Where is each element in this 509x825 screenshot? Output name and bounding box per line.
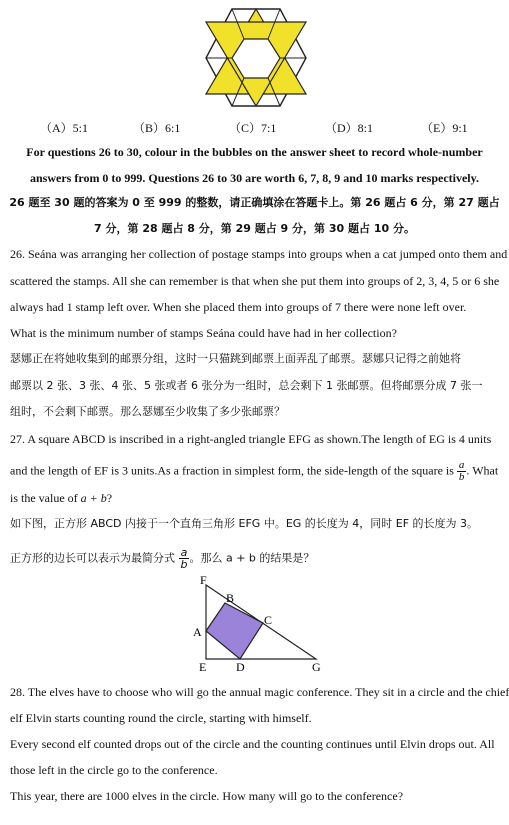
q27-en-line2-end: . What: [466, 463, 499, 478]
q28-line4: those left in the circle go to the conference.: [10, 763, 218, 777]
triangle-square-figure: [192, 573, 332, 673]
q28-line3: Every second elf counted drops out of the circle and the counting continues until Elvin drops out. All: [10, 737, 495, 751]
q27-cn-line2-end: 。那么 a + b 的结果是？: [189, 551, 315, 565]
q26-en-line1: 26. Seána was arranging her collection of postage stamps into groups when a cat jumped onto them and: [10, 247, 508, 261]
instructions-en-line1: For questions 26 to 30, colour in the bubbles on the answer sheet to record whole-number: [26, 145, 483, 159]
q27-expression: a + b: [80, 491, 107, 505]
option-e: （E）9:1: [421, 121, 468, 135]
label-e: E: [199, 660, 207, 673]
label-a: A: [193, 625, 202, 639]
option-a: （A）5:1: [40, 121, 89, 135]
q26-en-line3: always had 1 stamp left over. When she placed them into groups of 7 there were none left over.: [10, 300, 467, 314]
q27-cn-frac-den: b: [180, 558, 188, 571]
q27-frac-num: a: [458, 459, 465, 471]
instructions-cn-line2: 7 分，第 28 题占 8 分，第 29 题占 9 分，第 30 题占 10 分。: [94, 222, 415, 235]
square-abcd: [206, 603, 263, 659]
instructions-cn-line1: 26 题至 30 题的答案为 0 至 999 的整数，请正确填涂在答题卡上。第 26 题占 6 分，第 27 题占: [9, 196, 500, 209]
hexagram-figure: [200, 6, 312, 110]
label-c: C: [264, 613, 273, 627]
q27-cn-fraction: [179, 547, 190, 570]
label-d: D: [236, 660, 245, 673]
q28-line5: This year, there are 1000 elves in the circle. How many will go to the conference?: [10, 789, 404, 803]
q27-en-line2-text: and the length of EF is 3 units.As a fraction in simplest form, the side-length of the square is: [10, 463, 454, 478]
q26-cn-line1: 瑟娜正在将她收集到的邮票分组，这时一只猫跳到邮票上面弄乱了邮票。瑟娜只记得之前她将: [10, 352, 461, 365]
label-f: F: [200, 573, 207, 587]
q27-cn-line2-text: 正方形的边长可以表示为最简分式: [10, 551, 175, 565]
q27-cn-line1: 如下图，正方形 ABCD 内接于一个直角三角形 EFG 中。EG 的长度为 4，同时 EF 的长度为 3。: [10, 517, 479, 530]
option-d: （D）8:1: [325, 121, 374, 135]
q26-cn-line2: 邮票以 2 张、3 张、4 张、5 张或者 6 张分为一组时，总会剩下 1 张邮票。但将邮票分成 7 张一: [10, 379, 483, 392]
q27-en-line3-end: ?: [106, 491, 113, 505]
option-b: （B）6:1: [133, 121, 181, 135]
q28-line1: 28. The elves have to choose who will go the annual magic conference. They sit in a circle and the chief: [10, 685, 509, 699]
q27-cn-frac-num: a: [179, 547, 190, 559]
q26-cn-line3: 组时，不会剩下邮票。那么瑟娜至少收集了多少张邮票？: [10, 405, 285, 418]
q28-line2: elf Elvin starts counting round the circle, starting with himself.: [10, 711, 312, 725]
instructions-en-line2: answers from 0 to 999. Questions 26 to 30 are worth 6, 7, 8, 9 and 10 marks respectively.: [30, 171, 479, 185]
option-c: （C）7:1: [229, 121, 277, 135]
q27-frac-den: b: [458, 471, 465, 483]
q27-fraction: [457, 460, 467, 483]
q27-en-line1: 27. A square ABCD is inscribed in a right-angled triangle EFG as shown.The length of EG is 4 units: [10, 432, 492, 446]
q27-cn-line2: [10, 547, 314, 570]
q27-en-line3-text: is the value of: [10, 491, 78, 505]
q27-en-line2: [10, 460, 498, 483]
q26-en-line4: What is the minimum number of stamps Seána could have had in her collection?: [10, 326, 397, 340]
label-b: B: [226, 591, 235, 605]
label-g: G: [312, 660, 321, 673]
q27-en-line3: [10, 491, 112, 505]
q26-en-line2: scattered the stamps. All she can remember is that when she put them into groups of 2, 3, 4, 5 or 6 she: [10, 274, 500, 288]
